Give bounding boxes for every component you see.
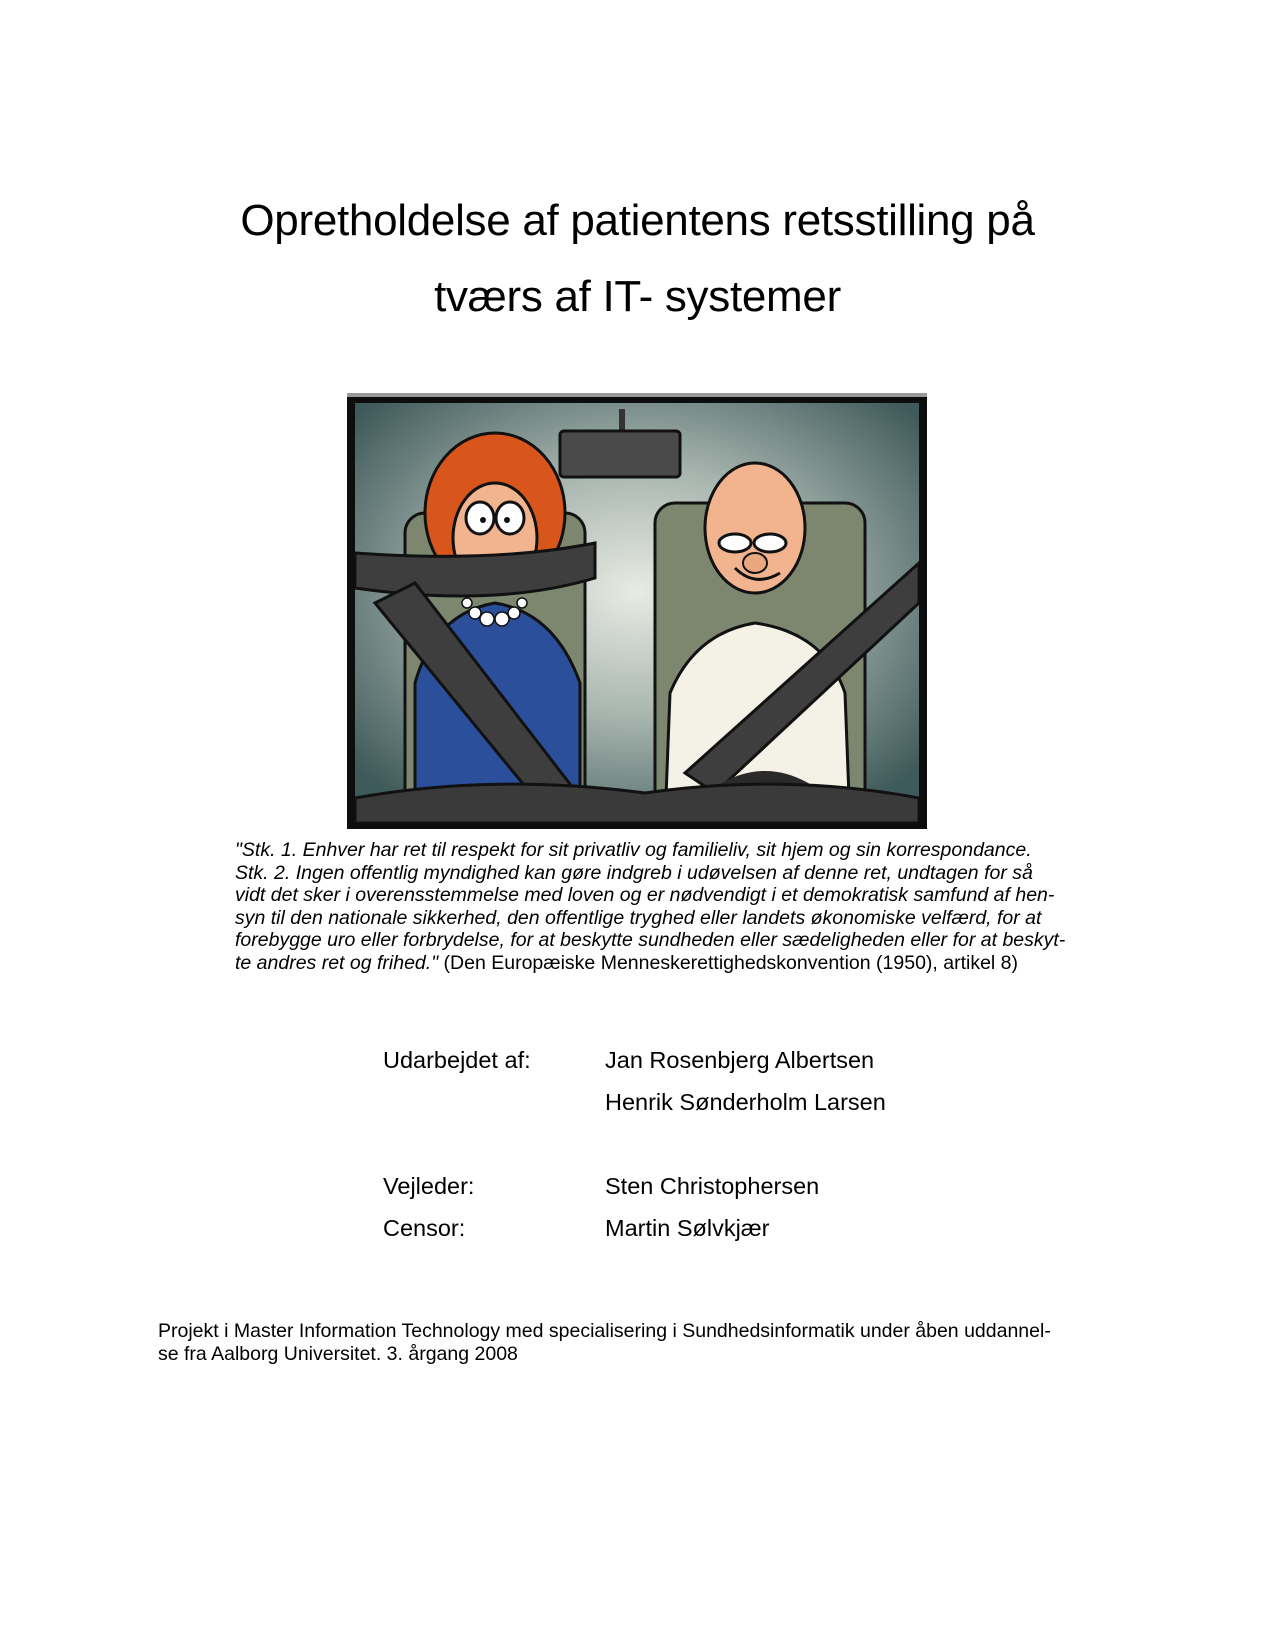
quote-line: "Stk. 1. Enhver har ret til respekt for sit privatliv og familieliv, sit hjem og sin korrespondance. (235, 839, 1032, 861)
author-name: Henrik Sønderholm Larsen (605, 1089, 886, 1115)
supervisor-label: Vejleder: (383, 1173, 475, 1199)
quote-line: syn til den nationale sikkerhed, den offentlige tryghed eller landets økonomiske velfærd, for at (235, 906, 1042, 929)
title-line-2: tværs af IT- systemer (434, 272, 841, 321)
quote-line: te andres ret og frihed." (235, 951, 439, 974)
censor-label: Censor: (383, 1215, 466, 1241)
supervisor-name: Sten Christophersen (605, 1173, 820, 1199)
footer-line: se fra Aalborg Universitet. 3. årgang 2008 (158, 1343, 518, 1365)
censor-name: Martin Sølvkjær (605, 1215, 770, 1241)
quote-line: forebygge uro eller forbrydelse, for at beskytte sundheden eller sædeligheden eller for at beskyt- (235, 929, 1066, 951)
footer-line: Projekt i Master Information Technology med specialisering i Sundhedsinformatik under åben uddannel- (158, 1320, 1051, 1342)
project-footer-note (158, 1320, 1118, 1366)
cover-cartoon-image (347, 393, 927, 829)
quote-citation: (Den Europæiske Menneskerettighedskonvention (1950), artikel 8) (438, 951, 1019, 974)
cartoon-illustration-icon (355, 403, 919, 823)
authors-label: Udarbejdet af: (383, 1047, 531, 1073)
quote-line: Stk. 2. Ingen offentlig myndighed kan gøre indgreb i udøvelsen af denne ret, undtagen for så (235, 861, 1033, 884)
author-name: Jan Rosenbjerg Albertsen (605, 1047, 875, 1073)
quote-line: vidt det sker i overensstemmelse med loven og er nødvendigt i et demokratisk samfund af hen- (235, 884, 1055, 906)
echr-article-8-quote (235, 839, 1115, 974)
title-line-1: Opretholdelse af patientens retsstilling på (240, 196, 1035, 245)
